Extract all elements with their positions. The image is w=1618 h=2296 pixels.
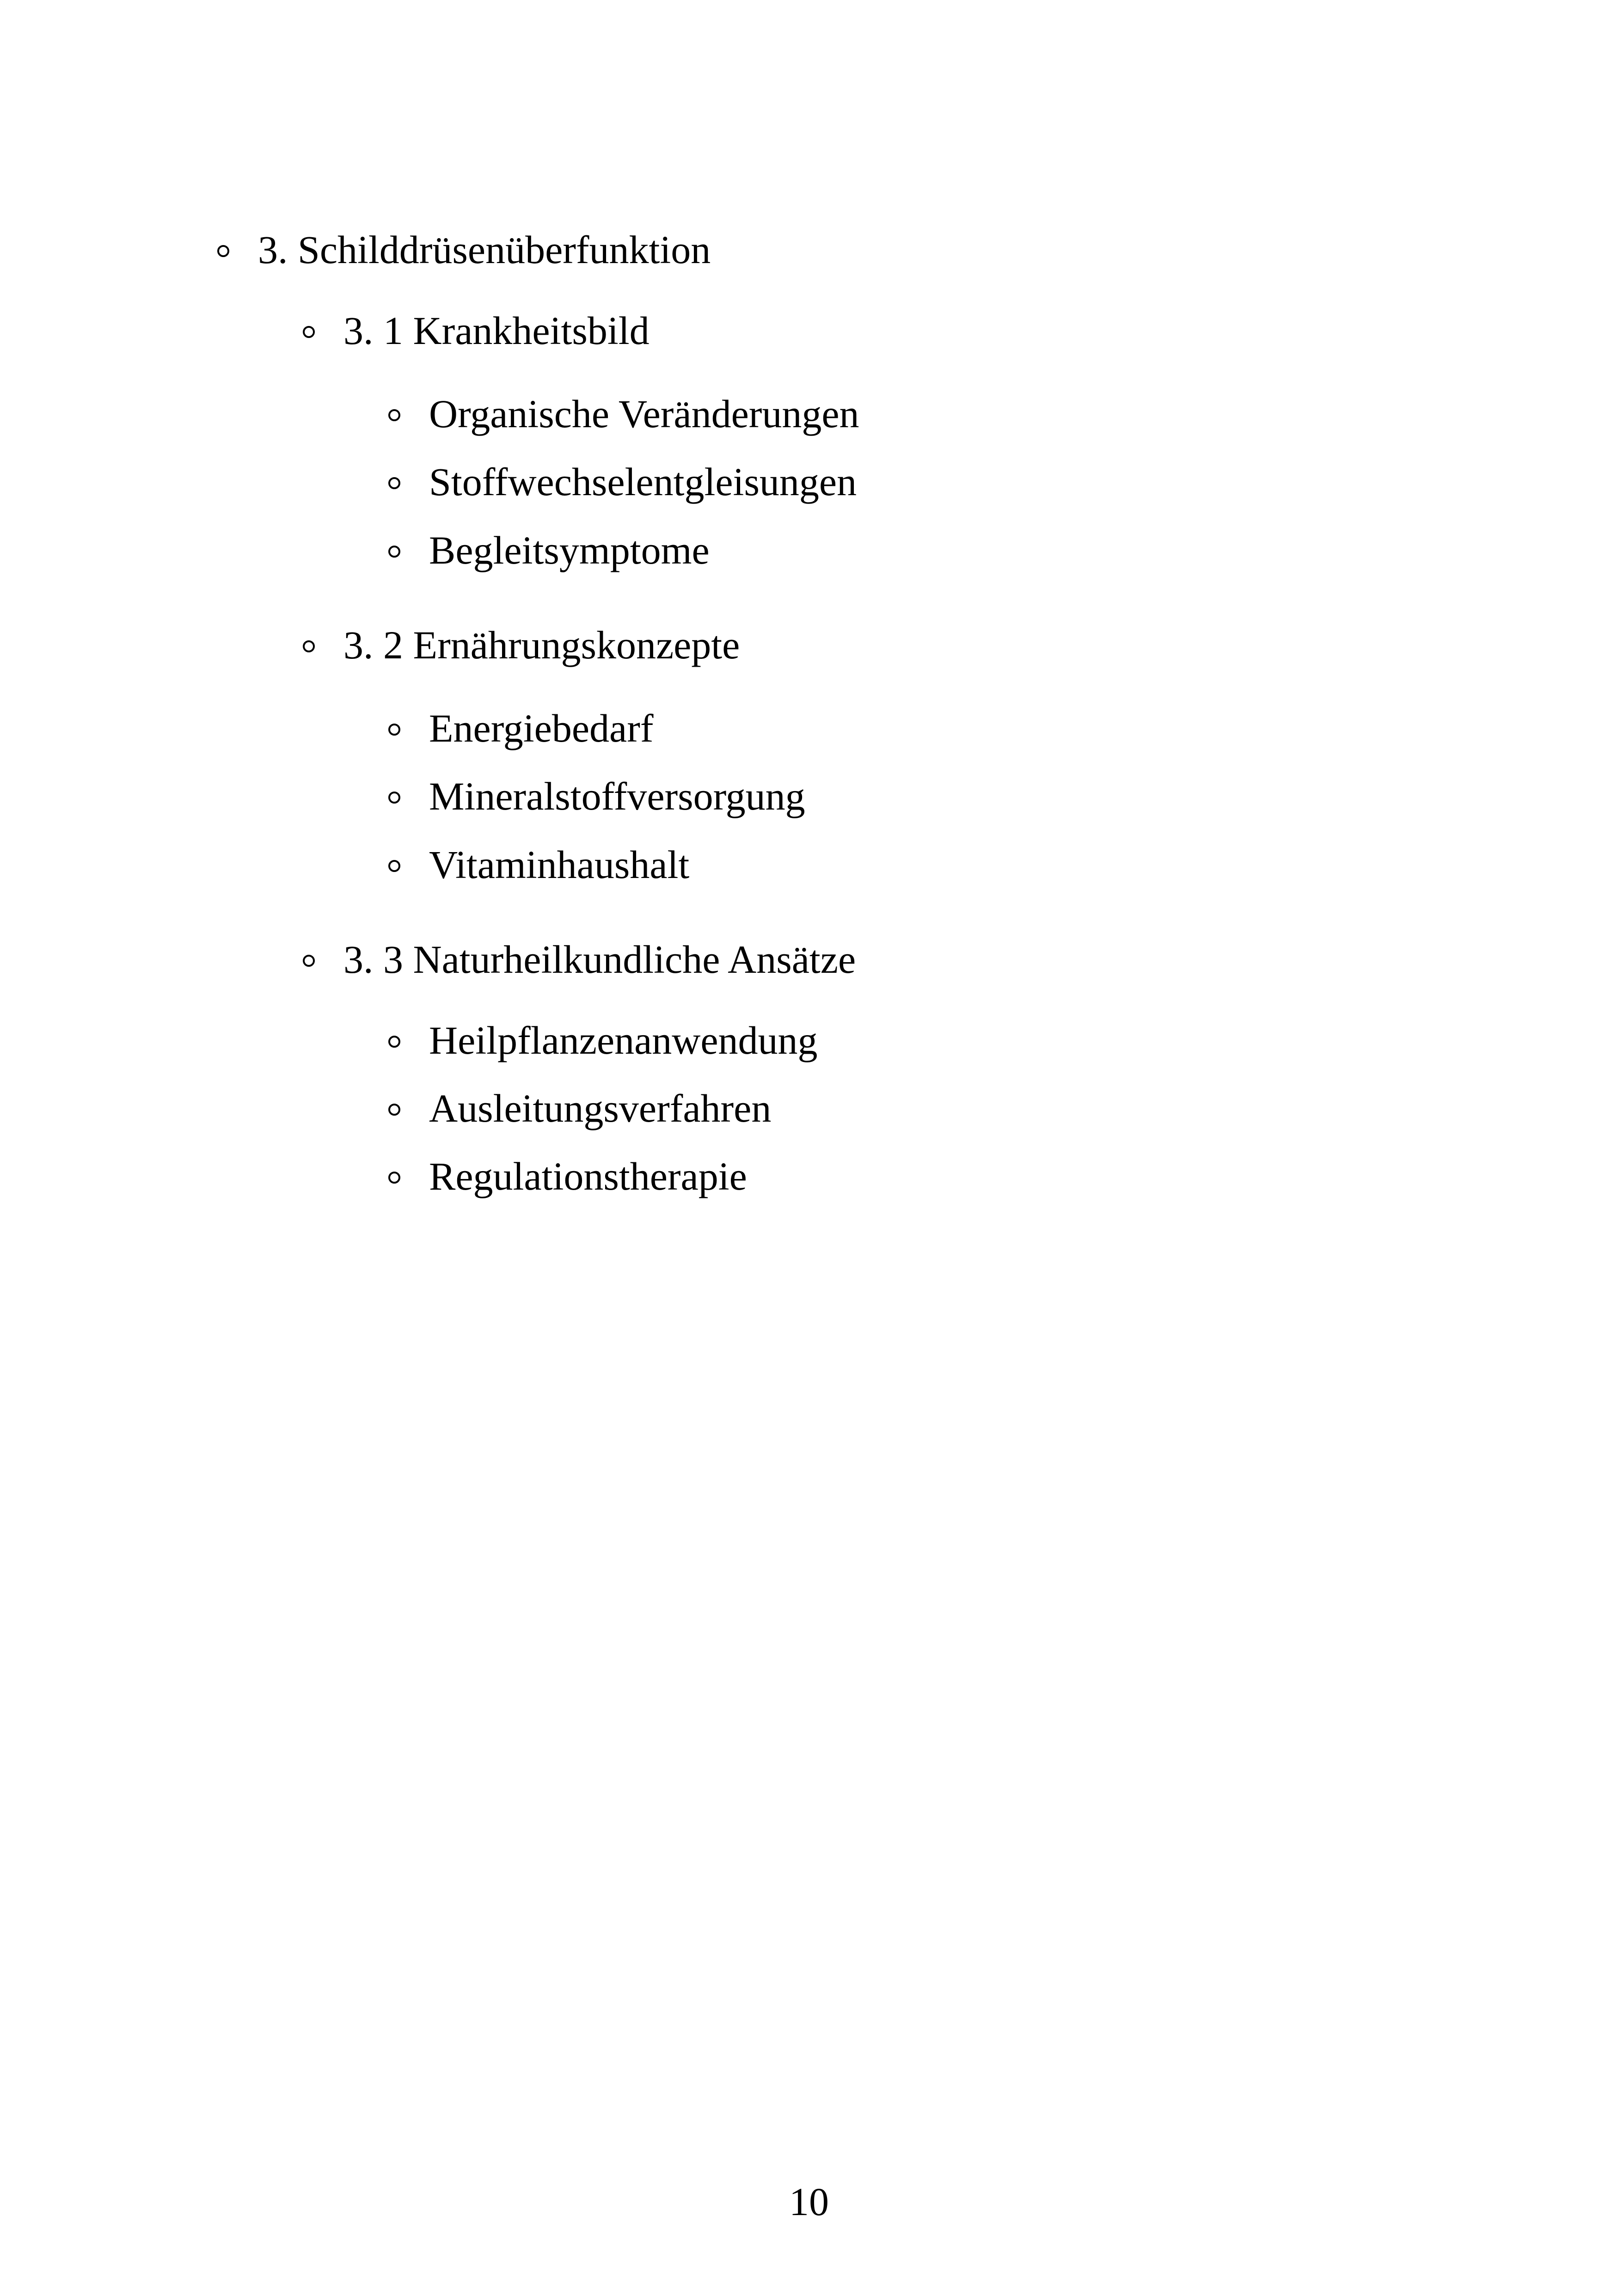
circle-bullet-icon: [388, 792, 400, 804]
item-label: Begleitsymptome: [429, 528, 710, 572]
subsection-title: 3. 3 Naturheilkundliche Ansätze: [343, 937, 856, 982]
outline-item-subsection-3-1: [303, 307, 650, 354]
outline-item: [388, 841, 689, 888]
item-label: Organische Veränderungen: [429, 392, 859, 436]
outline-item: [388, 391, 859, 437]
page-number: 10: [789, 2179, 829, 2224]
subsection-title: 3. 1 Krankheitsbild: [343, 308, 650, 353]
circle-bullet-icon: [388, 1104, 400, 1116]
outline-item-subsection-3-2: [303, 622, 740, 668]
item-label: Energiebedarf: [429, 706, 654, 750]
circle-bullet-icon: [303, 955, 315, 967]
outline-item-subsection-3-3: [303, 936, 856, 982]
item-label: Mineralstoffversorgung: [429, 774, 805, 818]
outline-item: [388, 1017, 818, 1063]
item-label: Vitaminhaushalt: [429, 842, 690, 887]
circle-bullet-icon: [217, 245, 229, 257]
outline-item: [388, 705, 653, 751]
circle-bullet-icon: [388, 860, 400, 872]
outline-item: [388, 773, 805, 819]
outline-item: [388, 1153, 747, 1199]
item-label: Ausleitungsverfahren: [429, 1086, 772, 1130]
circle-bullet-icon: [388, 409, 400, 421]
circle-bullet-icon: [303, 640, 315, 652]
outline-item: [388, 459, 857, 505]
item-label: Heilpflanzenanwendung: [429, 1018, 818, 1062]
circle-bullet-icon: [388, 724, 400, 736]
outline-item-section-3: [217, 227, 711, 273]
item-label: Stoffwechselentgleisungen: [429, 460, 857, 504]
circle-bullet-icon: [303, 326, 315, 338]
section-title: 3. Schilddrüsenüberfunktion: [258, 227, 711, 272]
item-label: Regulationstherapie: [429, 1154, 747, 1198]
circle-bullet-icon: [388, 477, 400, 489]
circle-bullet-icon: [388, 1036, 400, 1048]
outline-item: [388, 527, 710, 573]
outline-item: [388, 1085, 771, 1131]
circle-bullet-icon: [388, 1172, 400, 1184]
circle-bullet-icon: [388, 546, 400, 558]
subsection-title: 3. 2 Ernährungskonzepte: [343, 623, 740, 667]
